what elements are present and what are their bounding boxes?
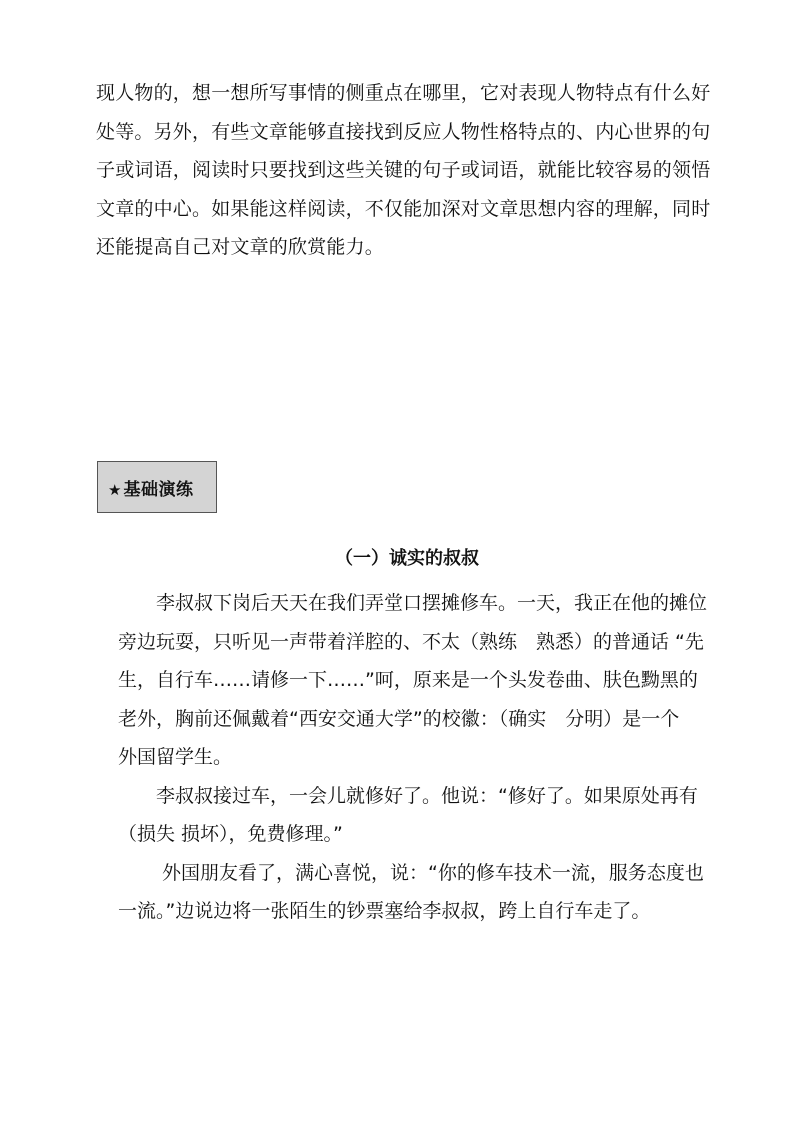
passage-line: 旁边玩耍，只听见一声带着洋腔的、不太（熟练 熟悉）的普通话 “先	[118, 630, 704, 653]
star-icon: ★	[108, 481, 122, 499]
passage-line: 李叔叔下岗后天天在我们弄堂口摆摊修车。一天，我正在他的摊位	[156, 592, 708, 614]
intro-line: 子或词语，阅读时只要找到这些关键的句子或词语，就能比较容易的领悟	[96, 159, 711, 181]
section-title: 基础演练	[123, 479, 194, 500]
passage-line: 外国朋友看了，满心喜悦，说：“你的修车技术一流，服务态度也	[162, 861, 704, 884]
passage-line: （损失 损坏），免费修理。”	[118, 823, 343, 845]
intro-line: 还能提高自己对文章的欣赏能力。	[96, 236, 385, 258]
passage-line: 李叔叔接过车，一会儿就修好了。他说：“修好了。如果原处再有	[156, 784, 698, 807]
intro-line: 处等。另外，有些文章能够直接找到反应人物性格特点的、内心世界的句	[96, 120, 711, 143]
passage-body	[118, 584, 718, 931]
passage-line: 生，自行车……请修一下……”呵，原来是一个头发卷曲、肤色黝黑的	[118, 669, 698, 691]
passage-title: （一）诚实的叔叔	[335, 548, 479, 569]
section-header-box	[97, 461, 217, 513]
intro-line: 现人物的，想一想所写事情的侧重点在哪里，它对表现人物特点有什么好	[96, 82, 711, 104]
passage-line: 外国留学生。	[118, 746, 233, 768]
intro-paragraph	[96, 74, 716, 267]
intro-line: 文章的中心。如果能这样阅读，不仅能加深对文章思想内容的理解，同时	[96, 197, 711, 220]
passage-line: 老外，胸前还佩戴着“西安交通大学”的校徽：（确实 分明）是一个	[118, 707, 680, 730]
passage-line: 一流。”边说边将一张陌生的钞票塞给李叔叔，跨上自行车走了。	[118, 900, 651, 922]
